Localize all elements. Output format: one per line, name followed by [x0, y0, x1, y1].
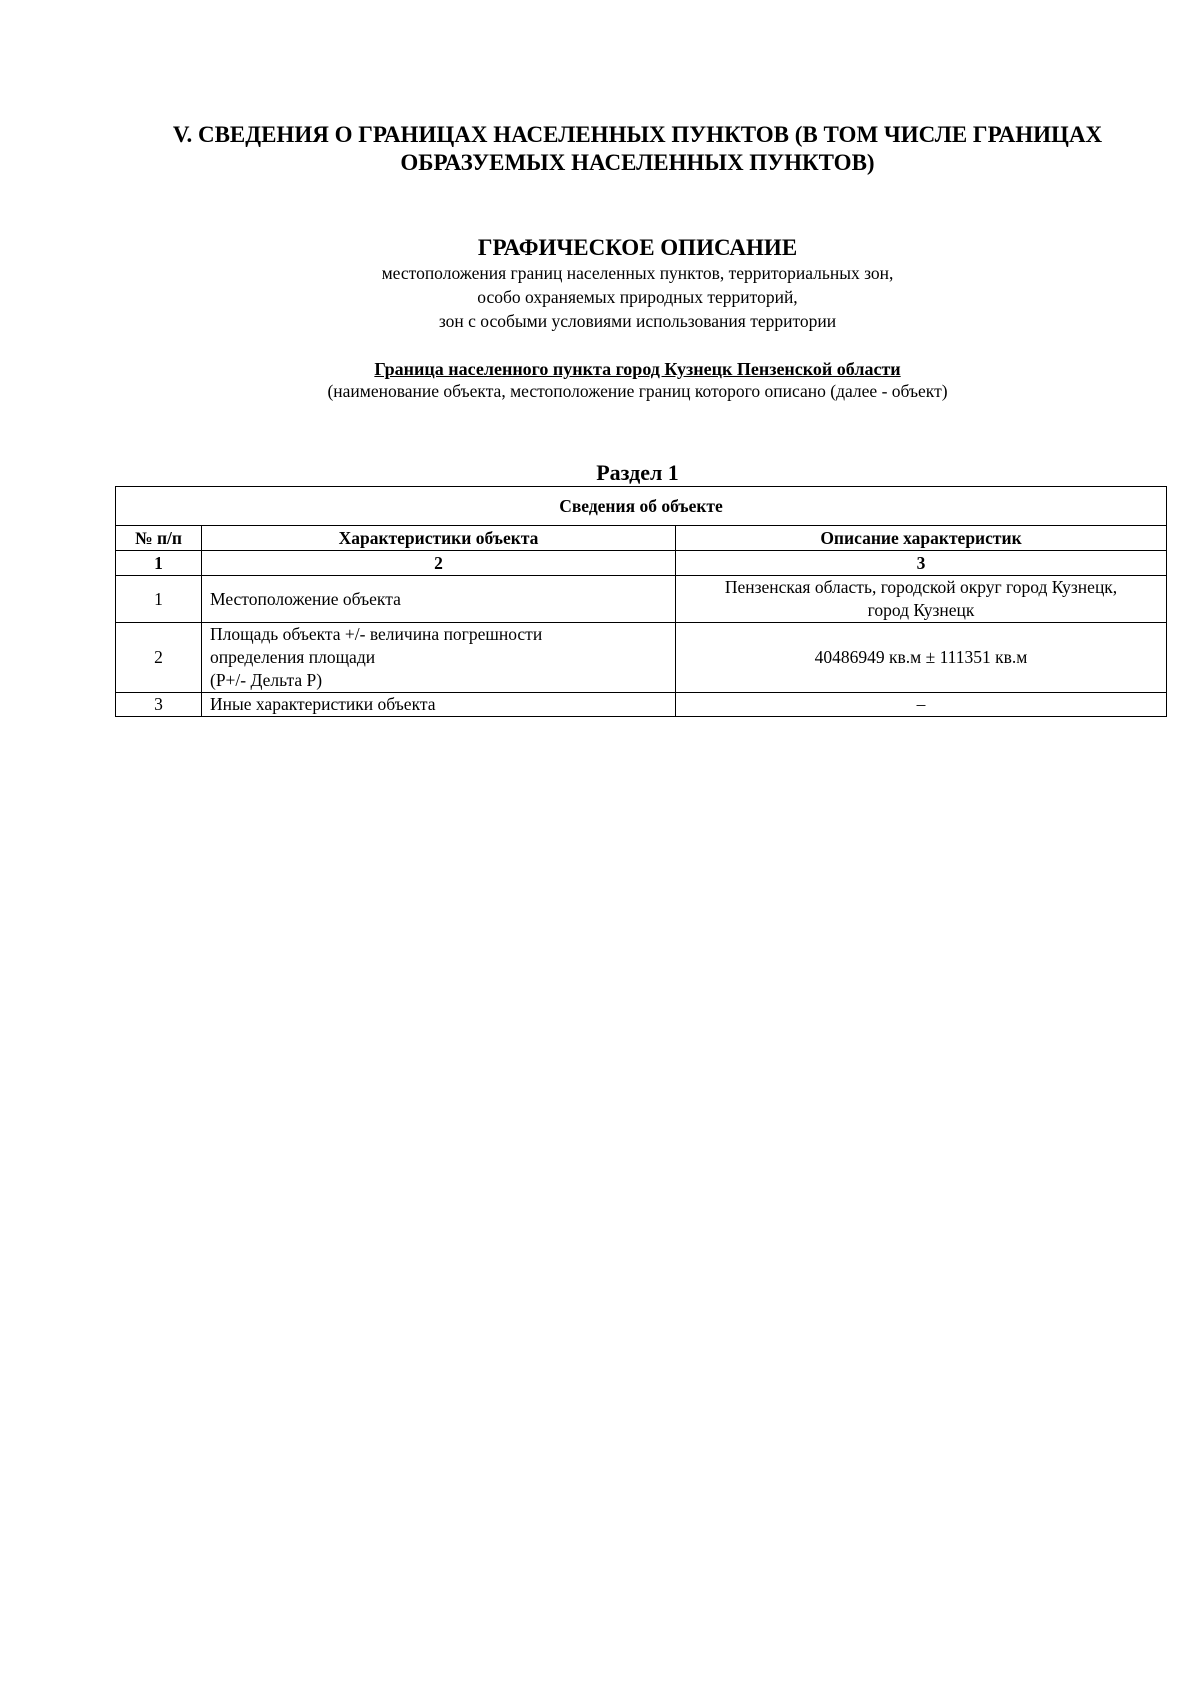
row-characteristic-line: Площадь объекта +/- величина погрешности: [210, 624, 543, 644]
table-row: [116, 623, 1167, 693]
graphic-description-subtitle: [115, 261, 1160, 333]
row-characteristic-line: определения площади: [210, 647, 376, 667]
column-number-2: 2: [202, 551, 676, 576]
row-number: 1: [116, 576, 202, 623]
row-characteristic: [202, 576, 676, 623]
row-number: 3: [116, 693, 202, 717]
table-row: [116, 576, 1167, 623]
row-description: [676, 576, 1167, 623]
header-description: Описание характеристик: [676, 526, 1167, 551]
row-characteristic-line: Иные характеристики объекта: [210, 694, 436, 714]
object-name-caption: (наименование объекта, местоположение границ которого описано (далее - объект): [327, 381, 948, 401]
object-info-table: [115, 486, 1167, 717]
row-description-line: 40486949 кв.м ± 111351 кв.м: [814, 647, 1028, 667]
row-description-line: –: [916, 694, 926, 714]
table-row: [116, 693, 1167, 717]
subtitle-line-2: особо охраняемых природных территорий,: [477, 287, 798, 307]
column-number-1: 1: [116, 551, 202, 576]
subtitle-line-1: местоположения границ населенных пунктов, территориальных зон,: [381, 263, 894, 283]
row-description-line: Пензенская область, городской округ город Кузнецк,: [724, 577, 1118, 597]
row-characteristic: [202, 623, 676, 693]
row-description: [676, 693, 1167, 717]
table-header-row: [116, 526, 1167, 551]
row-number: 2: [116, 623, 202, 693]
row-characteristic-line: (P+/- Дельта P): [210, 670, 323, 690]
row-description-line: город Кузнецк: [867, 600, 975, 620]
column-number-3: 3: [676, 551, 1167, 576]
row-characteristic-line: Местоположение объекта: [210, 588, 401, 609]
subtitle-line-3: зон с особыми условиями использования территории: [438, 311, 837, 331]
table-caption: Сведения об объекте: [116, 487, 1167, 526]
row-description: [676, 623, 1167, 693]
main-heading-line-1: V. СВЕДЕНИЯ О ГРАНИЦАХ НАСЕЛЕННЫХ ПУНКТОВ (В ТОМ ЧИСЛЕ ГРАНИЦАХ: [172, 122, 1103, 147]
table-column-numbers-row: [116, 551, 1167, 576]
header-number: № п/п: [116, 526, 202, 551]
main-heading-line-2: ОБРАЗУЕМЫХ НАСЕЛЕННЫХ ПУНКТОВ): [400, 150, 875, 175]
main-heading: [115, 121, 1160, 177]
header-characteristic: Характеристики объекта: [202, 526, 676, 551]
object-name: Граница населенного пункта город Кузнецк Пензенской области: [374, 359, 901, 379]
table-caption-row: [116, 487, 1167, 526]
row-characteristic: [202, 693, 676, 717]
section-title: Раздел 1: [596, 460, 679, 485]
graphic-description-title: ГРАФИЧЕСКОЕ ОПИСАНИЕ: [477, 235, 798, 260]
